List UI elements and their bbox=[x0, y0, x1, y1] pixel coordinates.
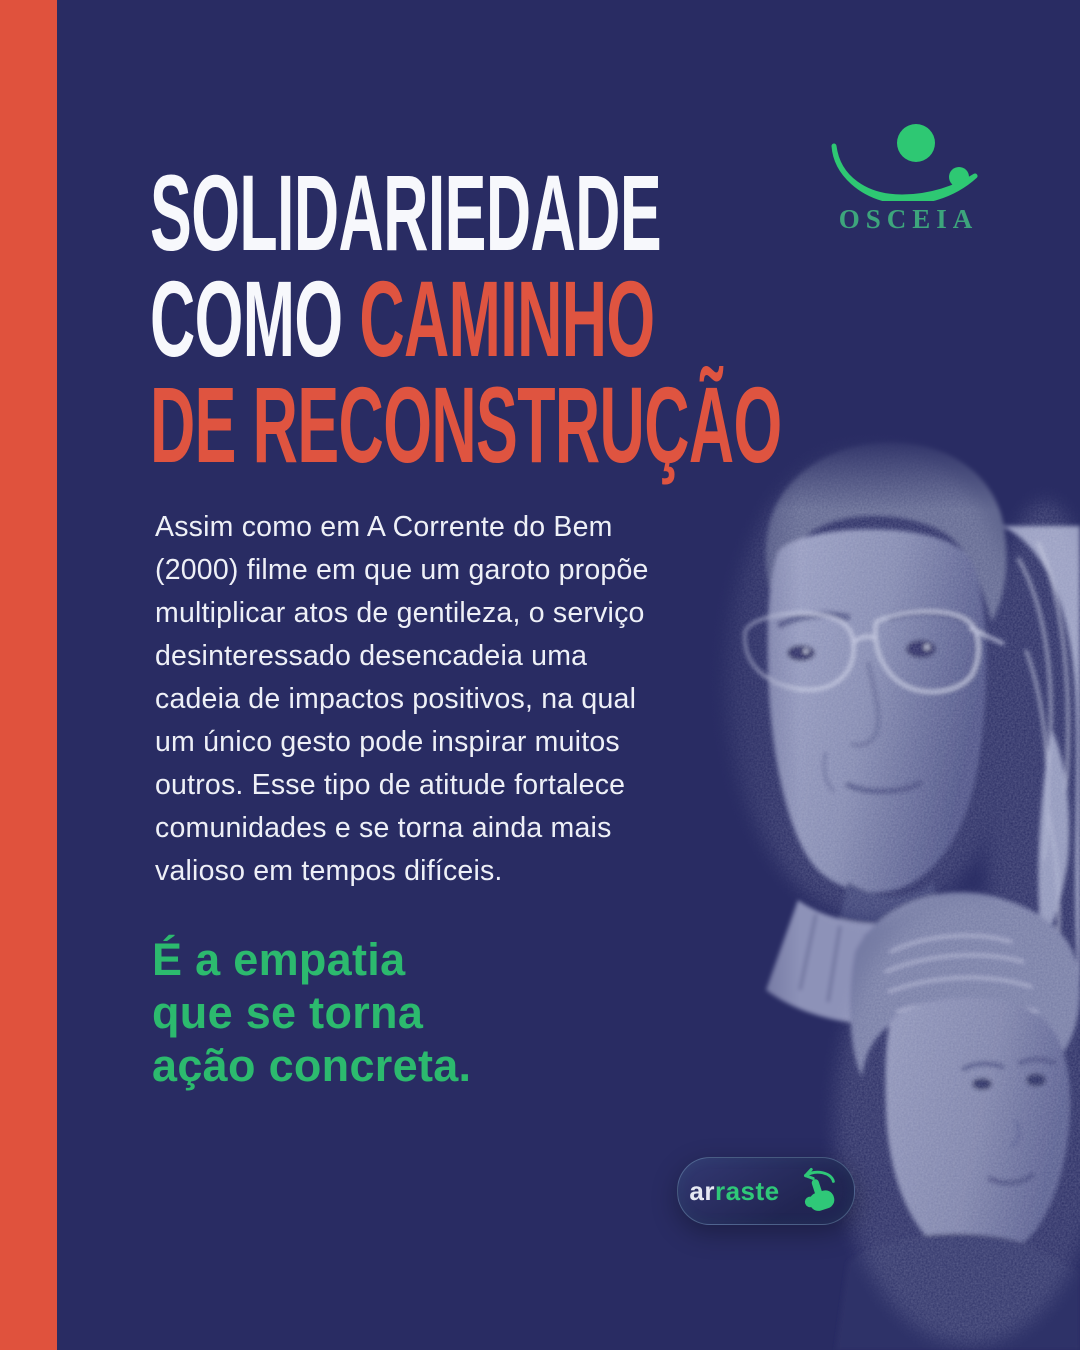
body-line: desinteressado desencadeia uma bbox=[155, 640, 588, 672]
quote-line: que se torna bbox=[152, 987, 424, 1038]
body-line: (2000) filme em que um garoto propõe bbox=[155, 554, 649, 586]
accent-stripe bbox=[0, 0, 57, 1350]
brand-logo-text: OSCEIA bbox=[838, 204, 979, 234]
swipe-hand-left-icon bbox=[793, 1167, 843, 1215]
headline-line-2: COMO CAMINHO bbox=[150, 258, 655, 379]
swipe-label: arraste bbox=[689, 1175, 780, 1206]
body-line: Assim como em A Corrente do Bem bbox=[155, 511, 613, 543]
body-line: outros. Esse tipo de atitude fortalece bbox=[155, 769, 626, 801]
body-paragraph bbox=[155, 506, 649, 893]
quote-line: ação concreta. bbox=[152, 1040, 472, 1091]
body-line: multiplicar atos de gentileza, o serviço bbox=[155, 597, 645, 629]
headline-line-3: DE RECONSTRUÇÃO bbox=[150, 364, 782, 485]
headline bbox=[150, 152, 1080, 485]
highlight-quote bbox=[152, 933, 471, 1092]
body-line: valioso em tempos difíceis. bbox=[155, 855, 503, 887]
swipe-cta-button[interactable] bbox=[677, 1157, 855, 1225]
body-line: comunidades e se torna ainda mais bbox=[155, 812, 612, 844]
body-line: cadeia de impactos positivos, na qual bbox=[155, 683, 637, 715]
body-line: um único gesto pode inspirar muitos bbox=[155, 726, 620, 758]
headline-line-1: SOLIDARIEDADE bbox=[150, 152, 662, 273]
quote-line: É a empatia bbox=[152, 934, 406, 985]
